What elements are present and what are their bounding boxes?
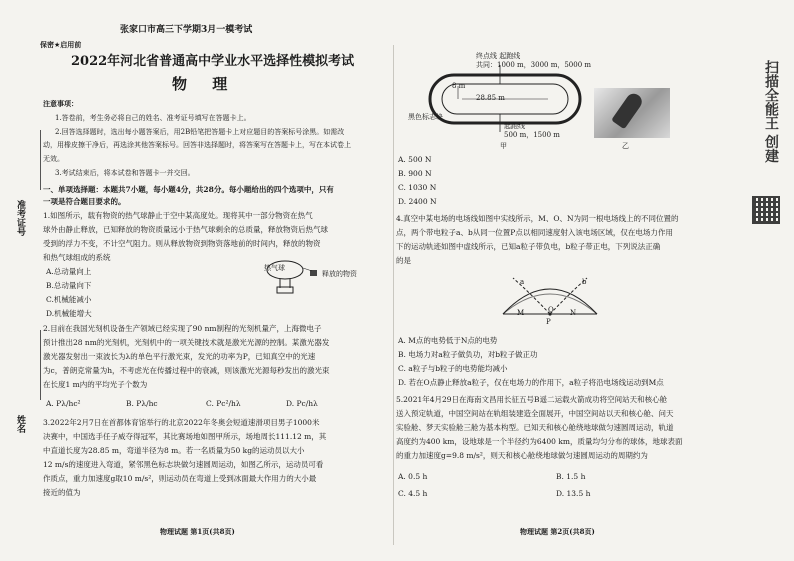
q2-line: 在长度1 m内的平均光子个数为 [43,380,148,389]
balloon-label: 热气球 [264,264,285,272]
track-top-label: 终点线 起跑线 [476,52,521,60]
column-divider [393,45,394,545]
field-label-p: P [546,318,551,326]
page-footer-left: 物理试题 第1页(共8页) [160,527,235,536]
note-line: 1.答卷前，考生务必将自己的姓名、准考证号填写在答题卡上。 [55,114,251,122]
q4-option-d: D. 若在O点静止释放a粒子，仅在电场力的作用下，a粒子将沿电场线运动到M点 [398,378,664,387]
q3-line: 12 m/s的速度进入弯道，紧邻黑色标志块做匀速圆周运动，如图乙所示，运动员可看 [43,460,324,469]
note-line: 3.考试结束后，将本试卷和答题卡一并交回。 [55,169,195,177]
q3-line: 中直道长度为28.85 m，弯道半径为8 m。若一名质量为50 kg的运动员以大小 [43,446,305,455]
q1-line: 受到的浮力不变，不计空气阻力。则从释放物资到物资落地前的时间内，释放的物资 [43,239,321,248]
cargo-label: 释放的物资 [322,270,357,278]
q1-line: 和热气球组成的系统 [43,253,111,262]
field-label-n: N [570,309,577,317]
exam-title: 2022年河北省普通高中学业水平选择性模拟考试 [71,54,355,69]
note-line: 无效。 [43,155,64,163]
q3-line: 决赛中，中国选手任子威夺得冠军，其比赛场地如图甲所示，场地周长111.12 m，其 [43,432,327,441]
q1-option-c: C.机械能减小 [46,295,92,304]
q5-line: 高度约为400 km，设地球是一个半径约为6400 km，质量均匀分布的球体，地球表面 [396,437,683,446]
track-bottom-label: 起跑线 [504,122,525,130]
q2-option-b: B. Pλ/hc [126,399,158,408]
q2-option-a: A. Pλ/hc² [46,399,81,408]
q5-option-a: A. 0.5 h [398,472,428,481]
track-bottom-distances: 500 m，1500 m [504,131,560,139]
q2-option-d: D. Pc/hλ [286,399,318,408]
q2-line: 为c，普朗克常量为h，不考虑光在传播过程中的衰减，则该激光光源每秒发出的激光束 [43,366,330,375]
q2-line: 预计推出28 nm的光刻机，光刻机中的一项关键技术就是激光光源的控制。某激光器发 [43,338,330,347]
q5-line: 的重力加速度g=9.8 m/s²，则天和核心舱绕地球做匀速圆周运动的周期约为 [396,451,648,460]
q1-option-d: D.机械能增大 [46,309,92,318]
q5-option-b: B. 1.5 h [556,472,586,481]
q4-option-b: B. 电场力对a粒子做负功，对b粒子做正功 [398,350,538,359]
fold-line [40,130,41,190]
q5-option-d: D. 13.5 h [556,489,591,498]
section-heading: 一、单项选择题：本题共7小题，每小题4分，共28分。每小题给出的四个选项中，只有 [43,185,334,194]
subject-title: 物 理 [172,75,238,93]
page-footer-right: 物理试题 第2页(共8页) [520,527,595,536]
field-label-m: M [517,309,525,317]
q5-line: 送入预定轨道，中国空间站在轨组装建造全面展开，中国空间站以天和核心舱、问天 [396,409,674,418]
exam-number-label: 准考证号 [15,200,25,236]
q3-option-d: D. 2400 N [398,197,437,206]
track-figure [420,60,600,155]
track-top-distances: 共同：1000 m，3000 m，5000 m [476,61,592,69]
q1-option-a: A.总动量向上 [46,267,92,276]
q2-line: 激光器发射出一束波长为λ的单色平行激光束，发光的功率为P，已知真空中的光速 [43,352,316,361]
q3-line: 3.2022年2月7日在首都体育馆举行的北京2022年冬奥会短道速滑项目男子1000米 [43,418,320,427]
figure-label-a: 甲 [500,142,507,150]
q4-option-c: C. a粒子与b粒子的电势能均减小 [398,364,508,373]
q4-line: 的是 [396,256,411,265]
q4-line: 下的运动轨迹如图中虚线所示，已知a粒子带负电，b粒子带正电，下列说法正确 [396,242,661,251]
section-heading-2: 一项是符合题目要求的。 [43,197,126,206]
track-radius-label: 8 m [452,82,466,90]
q3-option-c: C. 1030 N [398,183,437,192]
scanner-brand: 扫描全能王 创建 [763,60,779,163]
q4-line: 点，两个带电粒子a、b从同一位置P点以相同速度射入该电场区域，仅在电场力作用 [396,228,673,237]
q3-line: 接近的值为 [43,488,81,497]
name-label: 姓名 [15,415,25,433]
q4-option-a: A. M点的电势低于N点的电势 [398,336,498,345]
field-label-b: b [582,278,587,286]
q2-line: 2.目前在我国光刻机设备生产领域已经实现了90 nm制程的光刻机量产，上海微电子 [43,324,322,333]
notes-heading: 注意事项： [43,99,78,108]
fold-line [40,330,41,400]
secret-label: 保密★启用前 [40,41,82,49]
q5-line: 5.2021年4月29日在海南文昌用长征五号B遥二运载火箭成功将空间站天和核心舱 [396,395,668,404]
track-block-label: 黑色标志块 [408,113,443,121]
q5-option-c: C. 4.5 h [398,489,428,498]
field-label-o: O [548,306,554,314]
q1-line: 1.如图所示，载有物资的热气球静止于空中某高度处。现将其中一部分物资在热气 [43,211,313,220]
track-length-label: 28.85 m [476,94,505,102]
q5-line: 实验舱、梦天实验舱三舱为基本构型。已知天和核心舱绕地球做匀速圆周运动，轨道 [396,423,674,432]
q1-option-b: B.总动量向下 [46,281,92,290]
qr-code [752,196,780,224]
q3-line: 作质点，重力加速度g取10 m/s²，则运动员在弯道上受到冰面最大作用力的大小最 [43,474,317,483]
q2-option-c: C. Pc²/hλ [206,399,241,408]
figure-label-b: 乙 [622,142,629,150]
note-line: 2.回答选择题时，选出每小题答案后，用2B铅笔把答题卡上对应题目的答案标号涂黑。如需改 [55,128,345,136]
q1-line: 球外由静止释放，已知释放的物资质量远小于热气球剩余的总质量，释放物资后热气球 [43,225,328,234]
q4-line: 4.真空中某电场的电场线如图中实线所示，M、O、N为同一根电场线上的不同位置的 [396,214,679,223]
q3-option-a: A. 500 N [398,155,432,164]
q3-option-b: B. 900 N [398,169,432,178]
top-note: 张家口市高三下学期3月一模考试 [120,25,253,35]
note-line: 动，用橡皮擦干净后，再选涂其他答案标号。回答非选择题时，将答案写在答题卡上，写在本试卷上 [43,141,351,149]
field-label-a: a [520,278,525,286]
